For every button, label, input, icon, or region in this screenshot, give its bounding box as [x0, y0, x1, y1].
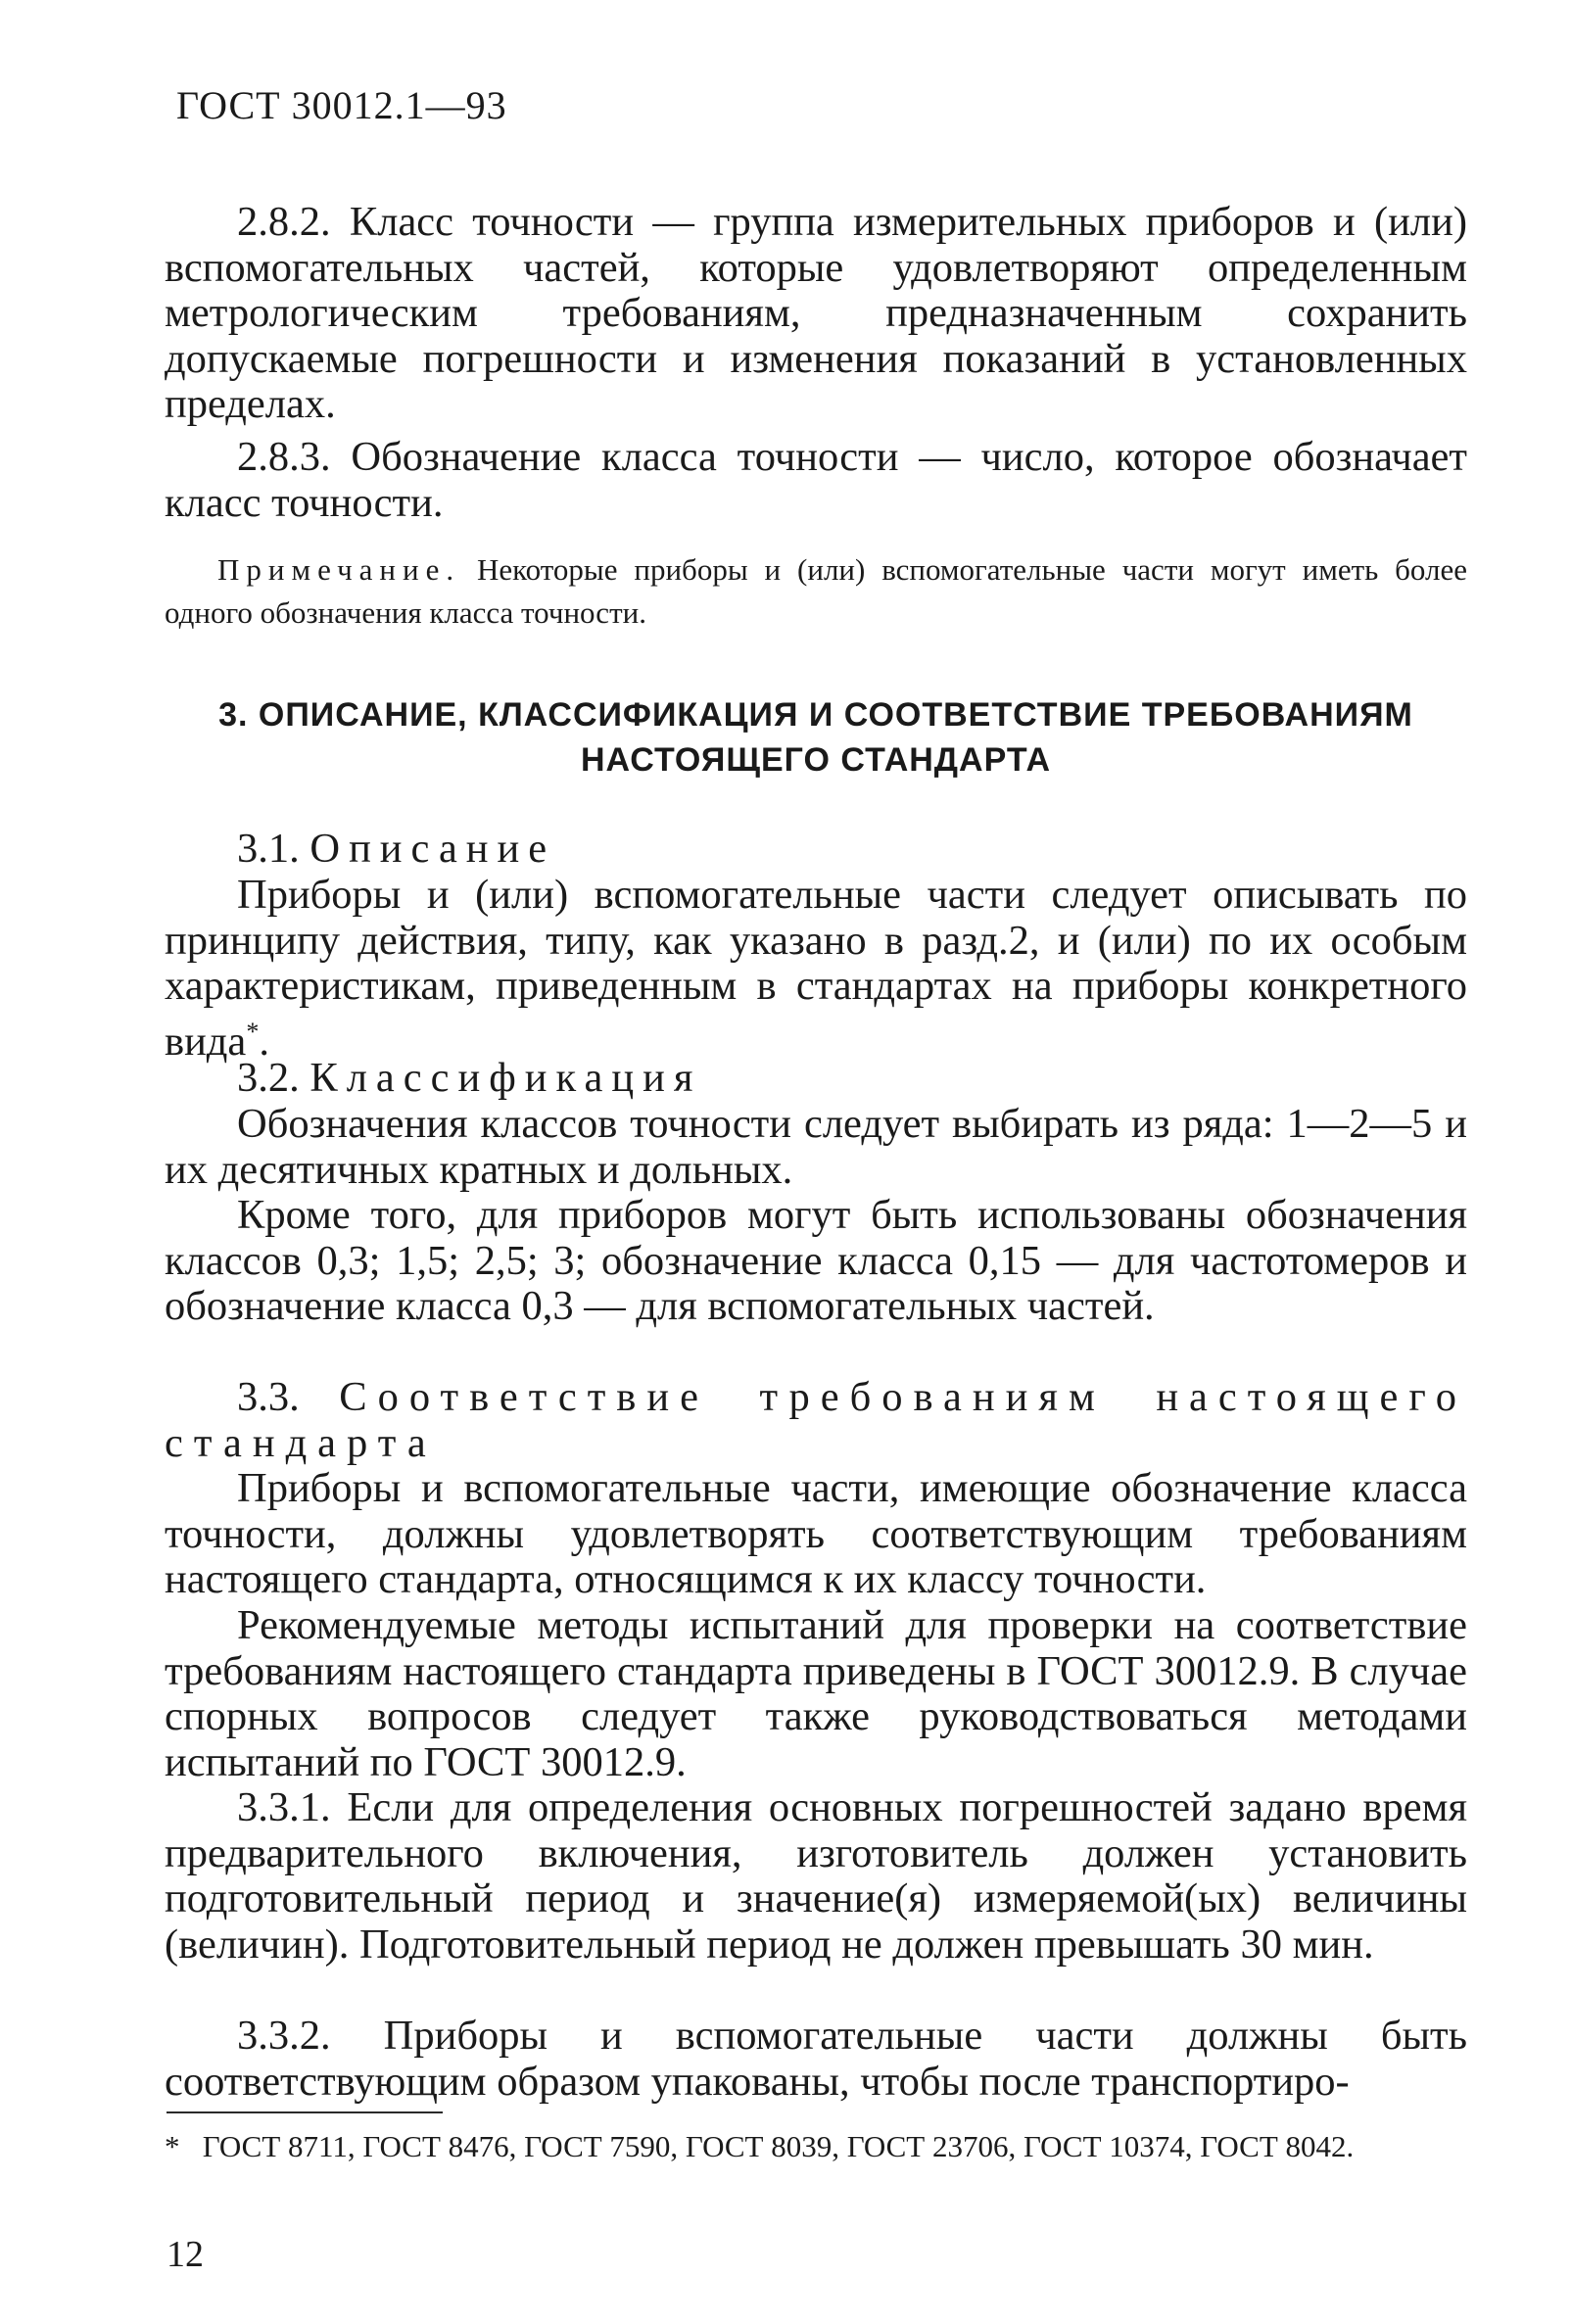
- note: [165, 548, 1467, 635]
- paragraph-text: Обозначения классов точности следует выбирать из ряда: 1—2—5 и их десятичных кратных и дольных.: [165, 1101, 1467, 1193]
- paragraph-3-3-2: [165, 2014, 1467, 2105]
- subsection-title: Соответствие требованиям настоящего стандарта: [165, 1374, 1468, 1466]
- paragraph-number: 3.3.1.: [237, 1784, 331, 1830]
- paragraph-text: Приборы и (или) вспомогательные части следует описывать по принципу действия, типу, как указано в разд.2, и (или) по их особым характеристикам, приведенным в стандартах на приборы конкретного вида: [165, 872, 1467, 1065]
- paragraph-3-2-b: [165, 1193, 1467, 1330]
- footnote-text: ГОСТ 8711, ГОСТ 8476, ГОСТ 7590, ГОСТ 8039, ГОСТ 23706, ГОСТ 10374, ГОСТ 8042.: [202, 2129, 1355, 2163]
- paragraph-end: .: [259, 1018, 269, 1065]
- subsection-3-1-title: [237, 827, 555, 873]
- subsection-3-2-title: [237, 1056, 701, 1102]
- paragraph-text: Класс точности — группа измерительных приборов и (или) вспомогательных частей, которые удовлетворяют определенным метрологическим требованиям, предназначенным сохранить допускаемые погрешности и изменения показаний в установленных пределах.: [165, 199, 1468, 427]
- paragraph-number: 3.3.2.: [237, 2013, 331, 2059]
- footnote-mark: *: [165, 2129, 180, 2163]
- subsection-3-3-title: [165, 1375, 1467, 1466]
- paragraph-3-2-a: [165, 1102, 1467, 1193]
- note-text: Некоторые приборы и (или) вспомогательные части могут иметь более одного обозначения класса точности.: [165, 552, 1468, 630]
- subsection-number: 3.2.: [237, 1055, 300, 1101]
- section-heading: [165, 692, 1467, 783]
- footnote-divider: [167, 2111, 443, 2113]
- paragraph-2-8-2: [165, 200, 1467, 428]
- paragraph-3-3-1: [165, 1785, 1467, 1968]
- paragraph-3-3-b: [165, 1603, 1467, 1785]
- paragraph-text: Кроме того, для приборов могут быть использованы обозначения классов 0,3; 1,5; 2,5; 3; обозначение класса 0,15 — для частотомеров и обозначение класса 0,3 — для вспомогательных частей.: [165, 1192, 1467, 1329]
- section-heading-line-1: 3. ОПИСАНИЕ, КЛАССИФИКАЦИЯ И СООТВЕТСТВИЕ ТРЕБОВАНИЯМ: [218, 696, 1413, 734]
- paragraph-text: Приборы и вспомогательные части, имеющие обозначение класса точности, должны удовлетворять соответствующим требованиям настоящего стандарта, относящимся к их классу точности.: [165, 1465, 1467, 1602]
- subsection-title: Описание: [309, 826, 556, 872]
- paragraph-3-3-a: [165, 1466, 1467, 1603]
- subsection-number: 3.3.: [237, 1374, 300, 1420]
- paragraph-text: Приборы и вспомогательные части должны быть соответствующим образом упакованы, чтобы после транспортиро-: [165, 2013, 1468, 2105]
- paragraph-text: Обозначение класса точности — число, которое обозначает класс точности.: [165, 434, 1467, 526]
- paragraph-3-1: [165, 873, 1467, 1065]
- paragraph-text: Если для определения основных погрешностей задано время предварительного включения, изготовитель должен установить подготовительный период и значение(я) измеряемой(ых) величины (величин). Подготовительный период не должен превышать 30 мин.: [165, 1784, 1468, 1968]
- footnote: [165, 2125, 1467, 2167]
- subsection-number: 3.1.: [237, 826, 300, 872]
- section-heading-line-2: НАСТОЯЩЕГО СТАНДАРТА: [581, 741, 1051, 779]
- paragraph-number: 2.8.3.: [237, 434, 331, 480]
- paragraph-number: 2.8.2.: [237, 199, 331, 245]
- document-header: ГОСТ 30012.1—93: [176, 83, 507, 127]
- subsection-title: Классификация: [309, 1055, 702, 1101]
- page-number: 12: [167, 2234, 204, 2275]
- footnote-mark: *: [246, 1017, 260, 1046]
- paragraph-text: Рекомендуемые методы испытаний для проверки на соответствие требованиям настоящего стандарта приведены в ГОСТ 30012.9. В случае спорных вопросов следует также руководствоваться методами испытаний по ГОСТ 30012.9.: [165, 1602, 1467, 1785]
- note-label: Примечание.: [217, 552, 461, 587]
- paragraph-2-8-3: [165, 435, 1467, 526]
